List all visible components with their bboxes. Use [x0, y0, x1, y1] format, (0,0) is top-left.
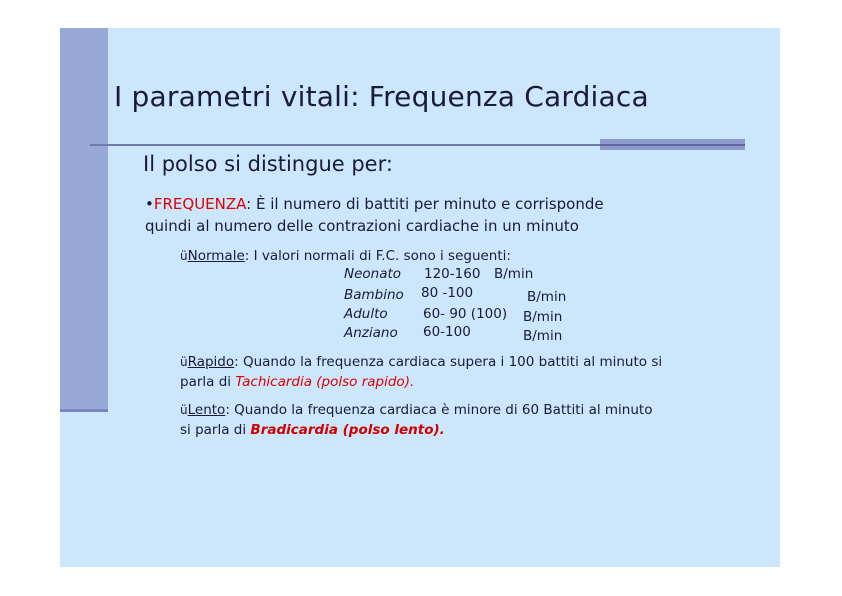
- age-bambino: Bambino: [344, 287, 404, 303]
- check-icon: ü: [180, 355, 188, 369]
- lento-line-2: [180, 420, 445, 441]
- rapido-label: Rapido: [187, 354, 235, 370]
- rapido-line-1: [180, 352, 662, 373]
- normale-label: Normale: [187, 248, 245, 264]
- range-adulto: 60- 90 (100): [423, 306, 508, 322]
- unit-anziano: B/min: [523, 328, 563, 344]
- lento-label: Lento: [187, 402, 226, 418]
- normale-text: : I valori normali di F.C. sono i seguenti:: [244, 248, 511, 264]
- age-neonato: Neonato: [344, 266, 402, 282]
- age-adulto: Adulto: [344, 306, 388, 322]
- check-icon: ü: [180, 249, 188, 263]
- normale-line: [180, 246, 511, 267]
- sidebar-base-line: [60, 409, 108, 412]
- frequenza-line-2: quindi al numero delle contrazioni cardiache in un minuto: [145, 217, 579, 235]
- slide-title: I parametri vitali: Frequenza Cardiaca: [114, 80, 649, 113]
- sidebar-decoration: [60, 28, 108, 411]
- frequenza-label: FREQUENZA: [153, 195, 247, 213]
- lento-line-1: [180, 400, 652, 421]
- range-neonato: 120-160: [424, 266, 481, 282]
- range-anziano: 60-100: [423, 324, 471, 340]
- rapido-text-2: parla di: [180, 374, 236, 390]
- unit-bambino: B/min: [527, 289, 567, 305]
- lento-text-1: : Quando la frequenza cardiaca è minore di 60 Battiti al minuto: [225, 402, 653, 418]
- age-anziano: Anziano: [344, 325, 398, 341]
- rapido-text-1: : Quando la frequenza cardiaca supera i 100 battiti al minuto si: [234, 354, 663, 370]
- lento-text-2: si parla di: [180, 422, 251, 438]
- slide-subtitle: Il polso si distingue per:: [143, 152, 393, 176]
- frequenza-text-1: : È il numero di battiti per minuto e corrisponde: [246, 195, 604, 213]
- tachicardia-term: Tachicardia (polso rapido).: [235, 374, 415, 390]
- range-bambino: 80 -100: [421, 285, 474, 301]
- bullet: •: [145, 195, 154, 213]
- bradicardia-term: Bradicardia (polso lento).: [250, 422, 445, 438]
- rapido-line-2: [180, 372, 414, 393]
- title-accent-line: [600, 144, 745, 146]
- unit-neonato: B/min: [494, 266, 534, 282]
- frequenza-line-1: [145, 193, 604, 215]
- unit-adulto: B/min: [523, 309, 563, 325]
- check-icon: ü: [180, 403, 188, 417]
